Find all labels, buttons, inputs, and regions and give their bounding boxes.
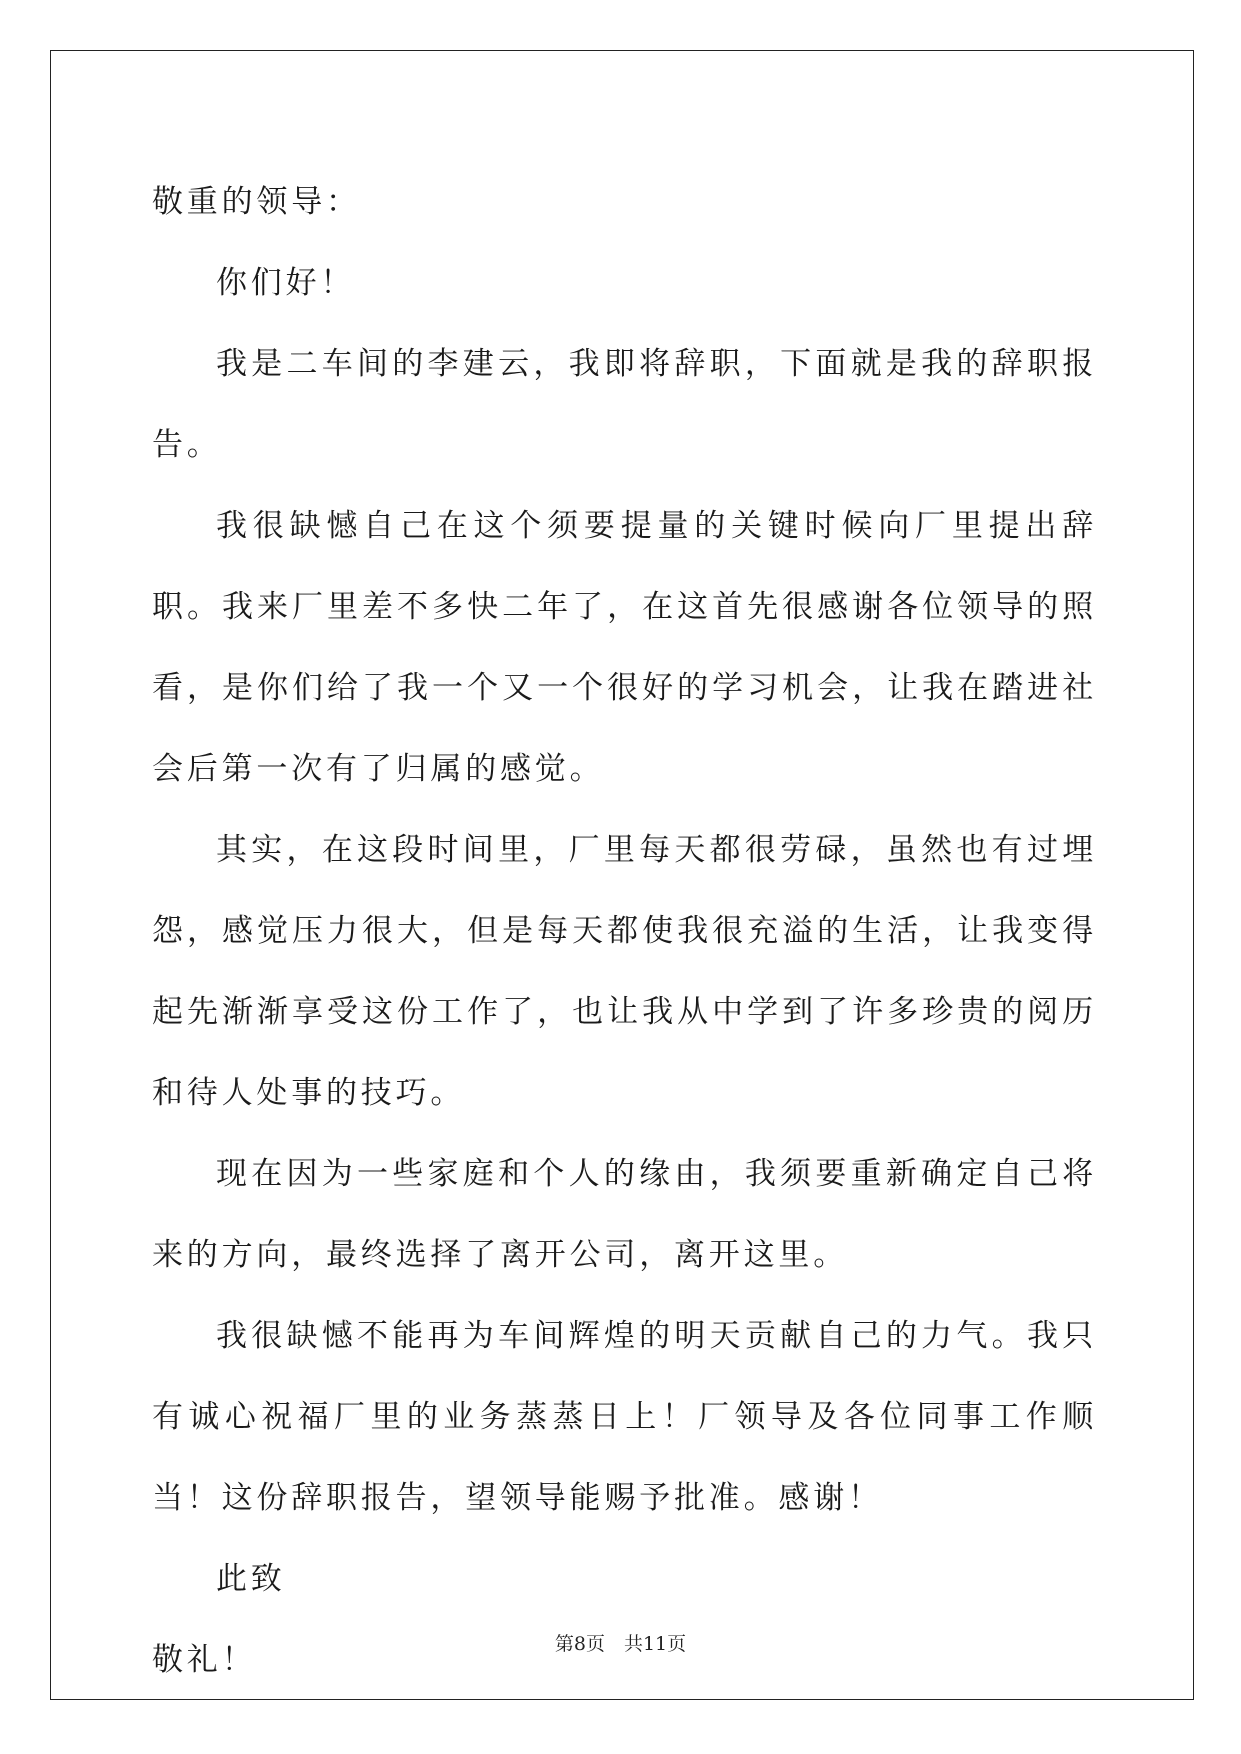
letter-body	[152, 162, 1097, 1701]
paragraph-3: 其实，在这段时间里，厂里每天都很劳碌，虽然也有过埋怨，感觉压力很大，但是每天都使我很充溢的生活，让我变得起先渐渐享受这份工作了，也让我从中学到了许多珍贵的阅历和待人处事的技巧。	[152, 832, 1097, 1111]
salutation: 敬重的领导：	[152, 184, 361, 220]
paragraph-2: 我很缺憾自己在这个须要提量的关键时候向厂里提出辞职。我来厂里差不多快二年了，在这首先很感谢各位领导的照看，是你们给了我一个又一个很好的学习机会，让我在踏进社会后第一次有了归属的感觉。	[152, 508, 1097, 787]
paragraph-4: 现在因为一些家庭和个人的缘由，我须要重新确定自己将来的方向，最终选择了离开公司，离开这里。	[152, 1156, 1097, 1273]
paragraph-5: 我很缺憾不能再为车间辉煌的明天贡献自己的力气。我只有诚心祝福厂里的业务蒸蒸日上！厂领导及各位同事工作顺当！这份辞职报告，望领导能赐予批准。感谢！	[152, 1318, 1097, 1516]
greeting: 你们好！	[216, 265, 356, 301]
paragraph-1: 我是二车间的李建云，我即将辞职，下面就是我的辞职报告。	[152, 346, 1097, 463]
closing-line-1: 此致	[216, 1561, 286, 1597]
closing-line-2: 敬礼！	[152, 1642, 257, 1678]
page-number: 第8页 共11页	[554, 1633, 687, 1655]
